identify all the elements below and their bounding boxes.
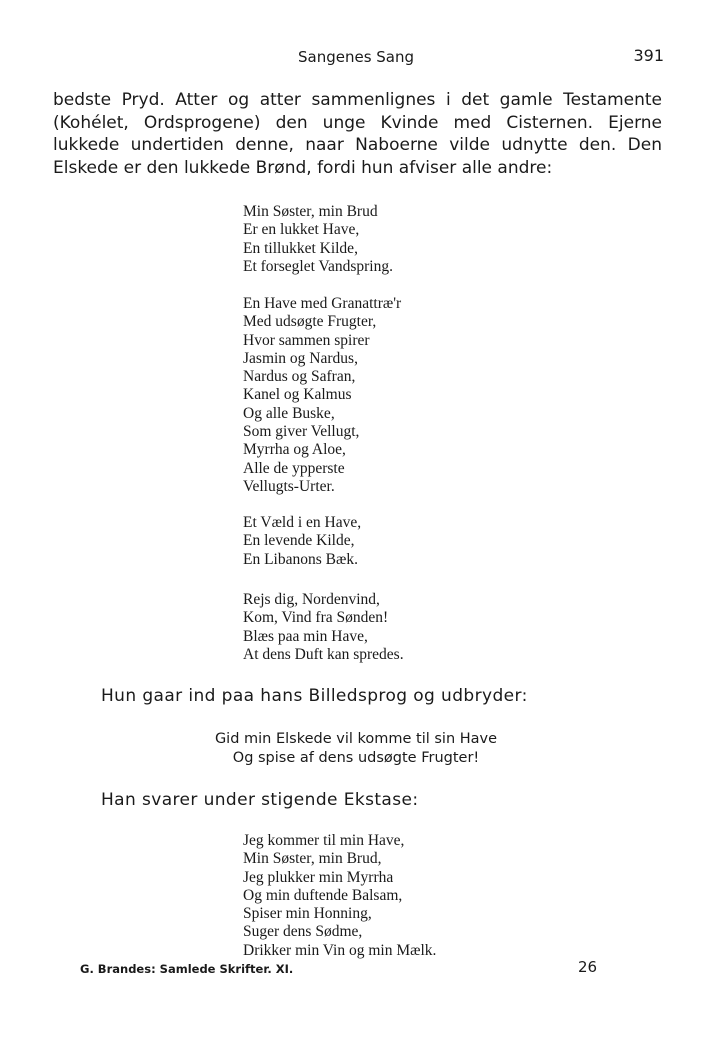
prose-paragraph: bedste Pryd. Atter og atter sammenlignes i det gamle Testamente (Kohélet, Ordsprogene) den unge Kvinde med Cisternen. Ejerne lukkede undertiden denne, naar Naboerne vilde udnytte den. Den Elskede er den lukkede Brønd, fordi hun afviser alle andre: xyxy=(53,90,662,178)
poem-line: En levende Kilde, xyxy=(243,532,355,550)
poem-line: At dens Duft kan spredes. xyxy=(243,645,404,663)
quote-line: Gid min Elskede vil komme til sin Have xyxy=(214,731,498,747)
poem-line: Kanel og Kalmus xyxy=(243,386,352,404)
poem-line: Myrrha og Aloe, xyxy=(243,441,346,459)
poem-line: Nardus og Safran, xyxy=(243,368,356,386)
poem-line: Min Søster, min Brud, xyxy=(243,850,382,868)
intro-line-2: Han svarer under stigende Ekstase: xyxy=(101,790,419,810)
poem-line: Jeg kommer til min Have, xyxy=(243,832,405,849)
poem-stanza-3 xyxy=(243,514,361,569)
poem-line: En tillukket Kilde, xyxy=(243,239,358,257)
poem-line: Jeg plukker min Myrrha xyxy=(243,868,394,886)
poem-stanza-5 xyxy=(243,832,436,960)
poem-line: Kom, Vind fra Sønden! xyxy=(243,609,389,627)
poem-stanza-4 xyxy=(243,591,404,664)
poem-line: Blæs paa min Have, xyxy=(243,627,368,645)
footer-imprint: G. Brandes: Samlede Skrifter. XI. xyxy=(80,962,294,976)
running-header: Sangenes Sang xyxy=(297,48,415,66)
poem-line: Rejs dig, Nordenvind, xyxy=(243,591,380,608)
poem-line: Med udsøgte Frugter, xyxy=(243,313,377,331)
poem-line: En Libanons Bæk. xyxy=(243,550,358,568)
poem-line: Er en lukket Have, xyxy=(243,221,360,239)
poem-line: Vellugts-Urter. xyxy=(243,477,335,495)
poem-line: Som giver Vellugt, xyxy=(243,423,360,441)
poem-line: Spiser min Honning, xyxy=(243,905,372,923)
poem-line: Drikker min Vin og min Mælk. xyxy=(243,941,437,959)
signature-mark: 26 xyxy=(578,958,598,976)
poem-line: Hvor sammen spirer xyxy=(243,331,370,349)
page-number: 391 xyxy=(633,46,664,65)
quote-line: Og spise af dens udsøgte Frugter! xyxy=(232,749,480,766)
intro-line-1: Hun gaar ind paa hans Billedsprog og udbryder: xyxy=(101,686,528,706)
poem-line: Et Væld i en Have, xyxy=(243,514,362,531)
poem-stanza-1 xyxy=(243,203,393,276)
poem-line: Suger dens Sødme, xyxy=(243,923,363,941)
poem-stanza-2 xyxy=(243,295,401,496)
poem-line: Min Søster, min Brud xyxy=(243,203,378,220)
poem-line: Og min duftende Balsam, xyxy=(243,886,403,904)
poem-line: Og alle Buske, xyxy=(243,404,335,422)
poem-line: Et forseglet Vandspring. xyxy=(243,257,393,275)
poem-line: En Have med Granattræ'r xyxy=(243,295,402,312)
poem-line: Alle de ypperste xyxy=(243,459,345,477)
poem-line: Jasmin og Nardus, xyxy=(243,349,358,367)
quote-block xyxy=(0,730,712,767)
